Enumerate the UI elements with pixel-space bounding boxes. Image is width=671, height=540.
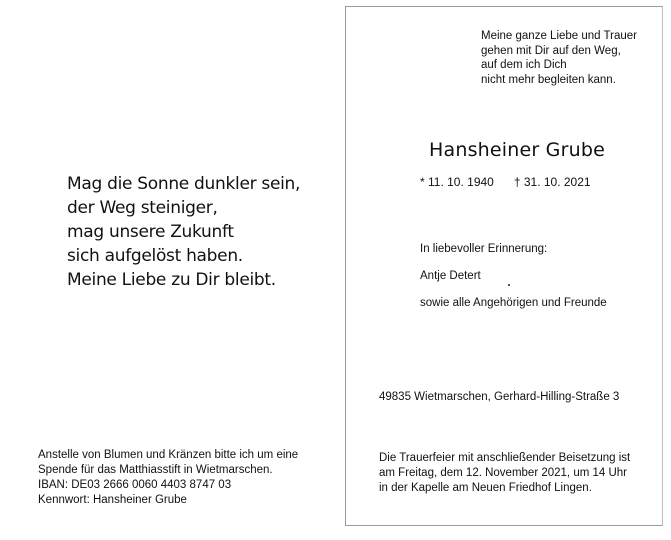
quote-line: auf dem ich Dich xyxy=(481,59,567,71)
quote-line: Meine ganze Liebe und Trauer xyxy=(481,30,637,42)
service-line: am Freitag, dem 12. November 2021, um 14 Uhr xyxy=(379,467,628,479)
poem-line: mag unsere Zukunft xyxy=(67,222,234,242)
poem-line: der Weg steiniger, xyxy=(67,198,218,218)
ink-dot xyxy=(508,284,510,286)
birth-date: * 11. 10. 1940 xyxy=(420,175,494,189)
service-line: in der Kapelle am Neuen Friedhof Lingen. xyxy=(379,482,592,494)
mourner-name: Antje Detert xyxy=(420,270,481,282)
memory-heading: In liebevoller Erinnerung: xyxy=(420,243,548,255)
quote-line: nicht mehr begleiten kann. xyxy=(481,73,616,86)
poem-line: Mag die Sonne dunkler sein, xyxy=(67,174,301,194)
relatives-line: sowie alle Angehörigen und Freunde xyxy=(420,297,607,309)
poem-line: sich aufgelöst haben. xyxy=(67,246,243,266)
quote-line: gehen mit Dir auf den Weg, xyxy=(481,44,621,57)
poem xyxy=(67,172,300,292)
poem-line: Meine Liebe zu Dir bleibt. xyxy=(67,270,276,290)
donation-keyword: Kennwort: Hansheiner Grube xyxy=(38,494,187,506)
funeral-service-info xyxy=(379,451,641,496)
right-page xyxy=(345,6,663,526)
quote xyxy=(481,29,637,87)
address: 49835 Wietmarschen, Gerhard-Hilling-Straße 3 xyxy=(379,391,620,403)
deceased-name: Hansheiner Grube xyxy=(429,139,605,161)
donation-iban: IBAN: DE03 2666 0060 4403 8747 03 xyxy=(38,479,232,491)
life-dates xyxy=(420,175,591,189)
death-date: † 31. 10. 2021 xyxy=(513,175,591,189)
donation-note xyxy=(38,448,298,508)
donation-line: Anstelle von Blumen und Kränzen bitte ich um eine xyxy=(38,449,299,461)
service-line: Die Trauerfeier mit anschließender Beisetzung ist xyxy=(379,452,631,464)
donation-line: Spende für das Matthiasstift in Wietmarschen. xyxy=(38,464,273,476)
